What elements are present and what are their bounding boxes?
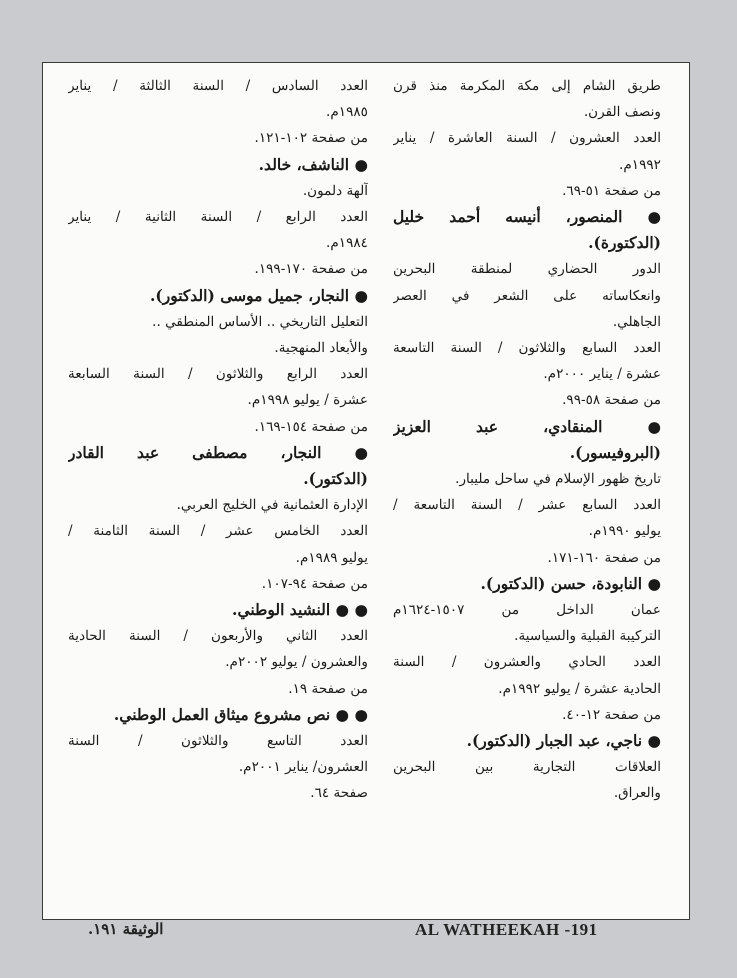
entry-line: العدد السابع عشر / السنة التاسعة / [393,497,661,514]
entry-line: الدور الحضاري لمنطقة البحرين [393,261,661,278]
entry-line: طريق الشام إلى مكة المكرمة منذ قرن [393,78,661,94]
entry-line: من صفحة ١٥٤-١٦٩. [254,418,368,435]
entry-line: العلاقات التجارية بين البحرين [393,759,661,776]
entry-line: التعليل التاريخي .. الأساس المنطقي .. [152,313,368,330]
entry-line: من صفحة ٥٨-٩٩. [562,392,661,409]
right-column [393,73,661,907]
entry-line: العدد الرابع / السنة الثانية / يناير [68,209,368,226]
entry-line: العدد التاسع والثلاثون / السنة [68,733,368,750]
entry-line: العدد الثاني والأربعون / السنة الحادية [68,628,368,645]
entry-heading: (الدكتور). [303,469,368,489]
entry-line: والأبعاد المنهجية. [274,340,368,357]
entry-heading: ● ناجي، عبد الجبار (الدكتور). [466,731,661,751]
entry-heading: ● المنقادي، عبد العزيز [393,416,661,436]
entry-line: ١٩٨٥م. [326,104,368,121]
entry-line: من صفحة ١٦٠-١٧١. [547,549,661,566]
entry-line: ونصف القرن. [583,104,661,121]
entry-line: من صفحة ٩٤-١٠٧. [261,575,368,592]
entry-heading: ● النجار، جميل موسى (الدكتور). [150,285,368,305]
entry-line: والعشرون / يوليو ٢٠٠٢م. [225,654,368,671]
entry-line: يوليو ١٩٨٩م. [295,549,368,566]
entry-line: من صفحة ١٧٠-١٩٩. [254,261,368,278]
entry-line: الإدارة العثمانية في الخليج العربي. [176,497,368,514]
entry-line: والعراق. [613,785,661,802]
entry-line: العدد الحادي والعشرون / السنة [393,654,661,671]
entry-heading: ● النابودة، حسن (الدكتور). [480,573,661,593]
page-frame [42,62,690,920]
entry-line: عمان الداخل من ١٥٠٧-١٦٢٤م [393,602,661,619]
entry-line: وانعكاساته على الشعر في العصر [393,287,661,304]
entry-line: ١٩٩٢م. [619,156,661,173]
entry-heading: (البروفيسور). [569,442,661,462]
entry-heading: (الدكتورة). [588,233,661,253]
entry-line: من صفحة ١٩. [288,680,368,697]
footer-arabic-title: الوثيقة ١٩١. [88,920,164,938]
entry-line: ١٩٨٤م. [326,235,368,252]
entry-line: عشرة / يوليو ١٩٩٨م. [247,392,368,409]
entry-heading: ● ● النشيد الوطني. [232,600,368,620]
entry-line: العدد السابع والثلاثون / السنة التاسعة [393,340,661,357]
entry-line: صفحة ٦٤. [310,785,368,802]
footer-english-title: AL WATHEEKAH -191 [415,920,598,939]
entry-line: الحادية عشرة / يوليو ١٩٩٢م. [498,680,661,697]
entry-line: من صفحة ١٢-٤٠. [562,706,661,723]
entry-line: الجاهلي. [612,313,661,330]
entry-line: عشرة / يناير ٢٠٠٠م. [543,366,661,383]
entry-heading: ● المنصور، أنيسه أحمد خليل [393,207,661,227]
entry-line: العدد الخامس عشر / السنة الثامنة / [68,523,368,540]
entry-heading: ● الناشف، خالد. [258,154,368,174]
entry-line: العدد الرابع والثلاثون / السنة السابعة [68,366,368,383]
entry-line: تاريخ ظهور الإسلام في ساحل مليبار. [455,471,661,488]
entry-line: يوليو ١٩٩٠م. [588,523,661,540]
entry-heading: ● ● نص مشروع ميثاق العمل الوطني. [113,704,368,724]
entry-line: التركيبة القبلية والسياسية. [514,628,661,645]
entry-line: من صفحة ١٠٢-١٢١. [254,130,368,147]
entry-line: العدد العشرون / السنة العاشرة / يناير [393,130,661,147]
left-column [68,73,368,907]
entry-heading: ● النجار، مصطفى عبد القادر [68,442,368,462]
entry-line: العدد السادس / السنة الثالثة / يناير [68,78,368,94]
entry-line: آلهة دلمون. [302,182,368,199]
entry-line: العشرون/ يناير ٢٠٠١م. [238,759,368,776]
entry-line: من صفحة ٥١-٦٩. [562,182,661,199]
